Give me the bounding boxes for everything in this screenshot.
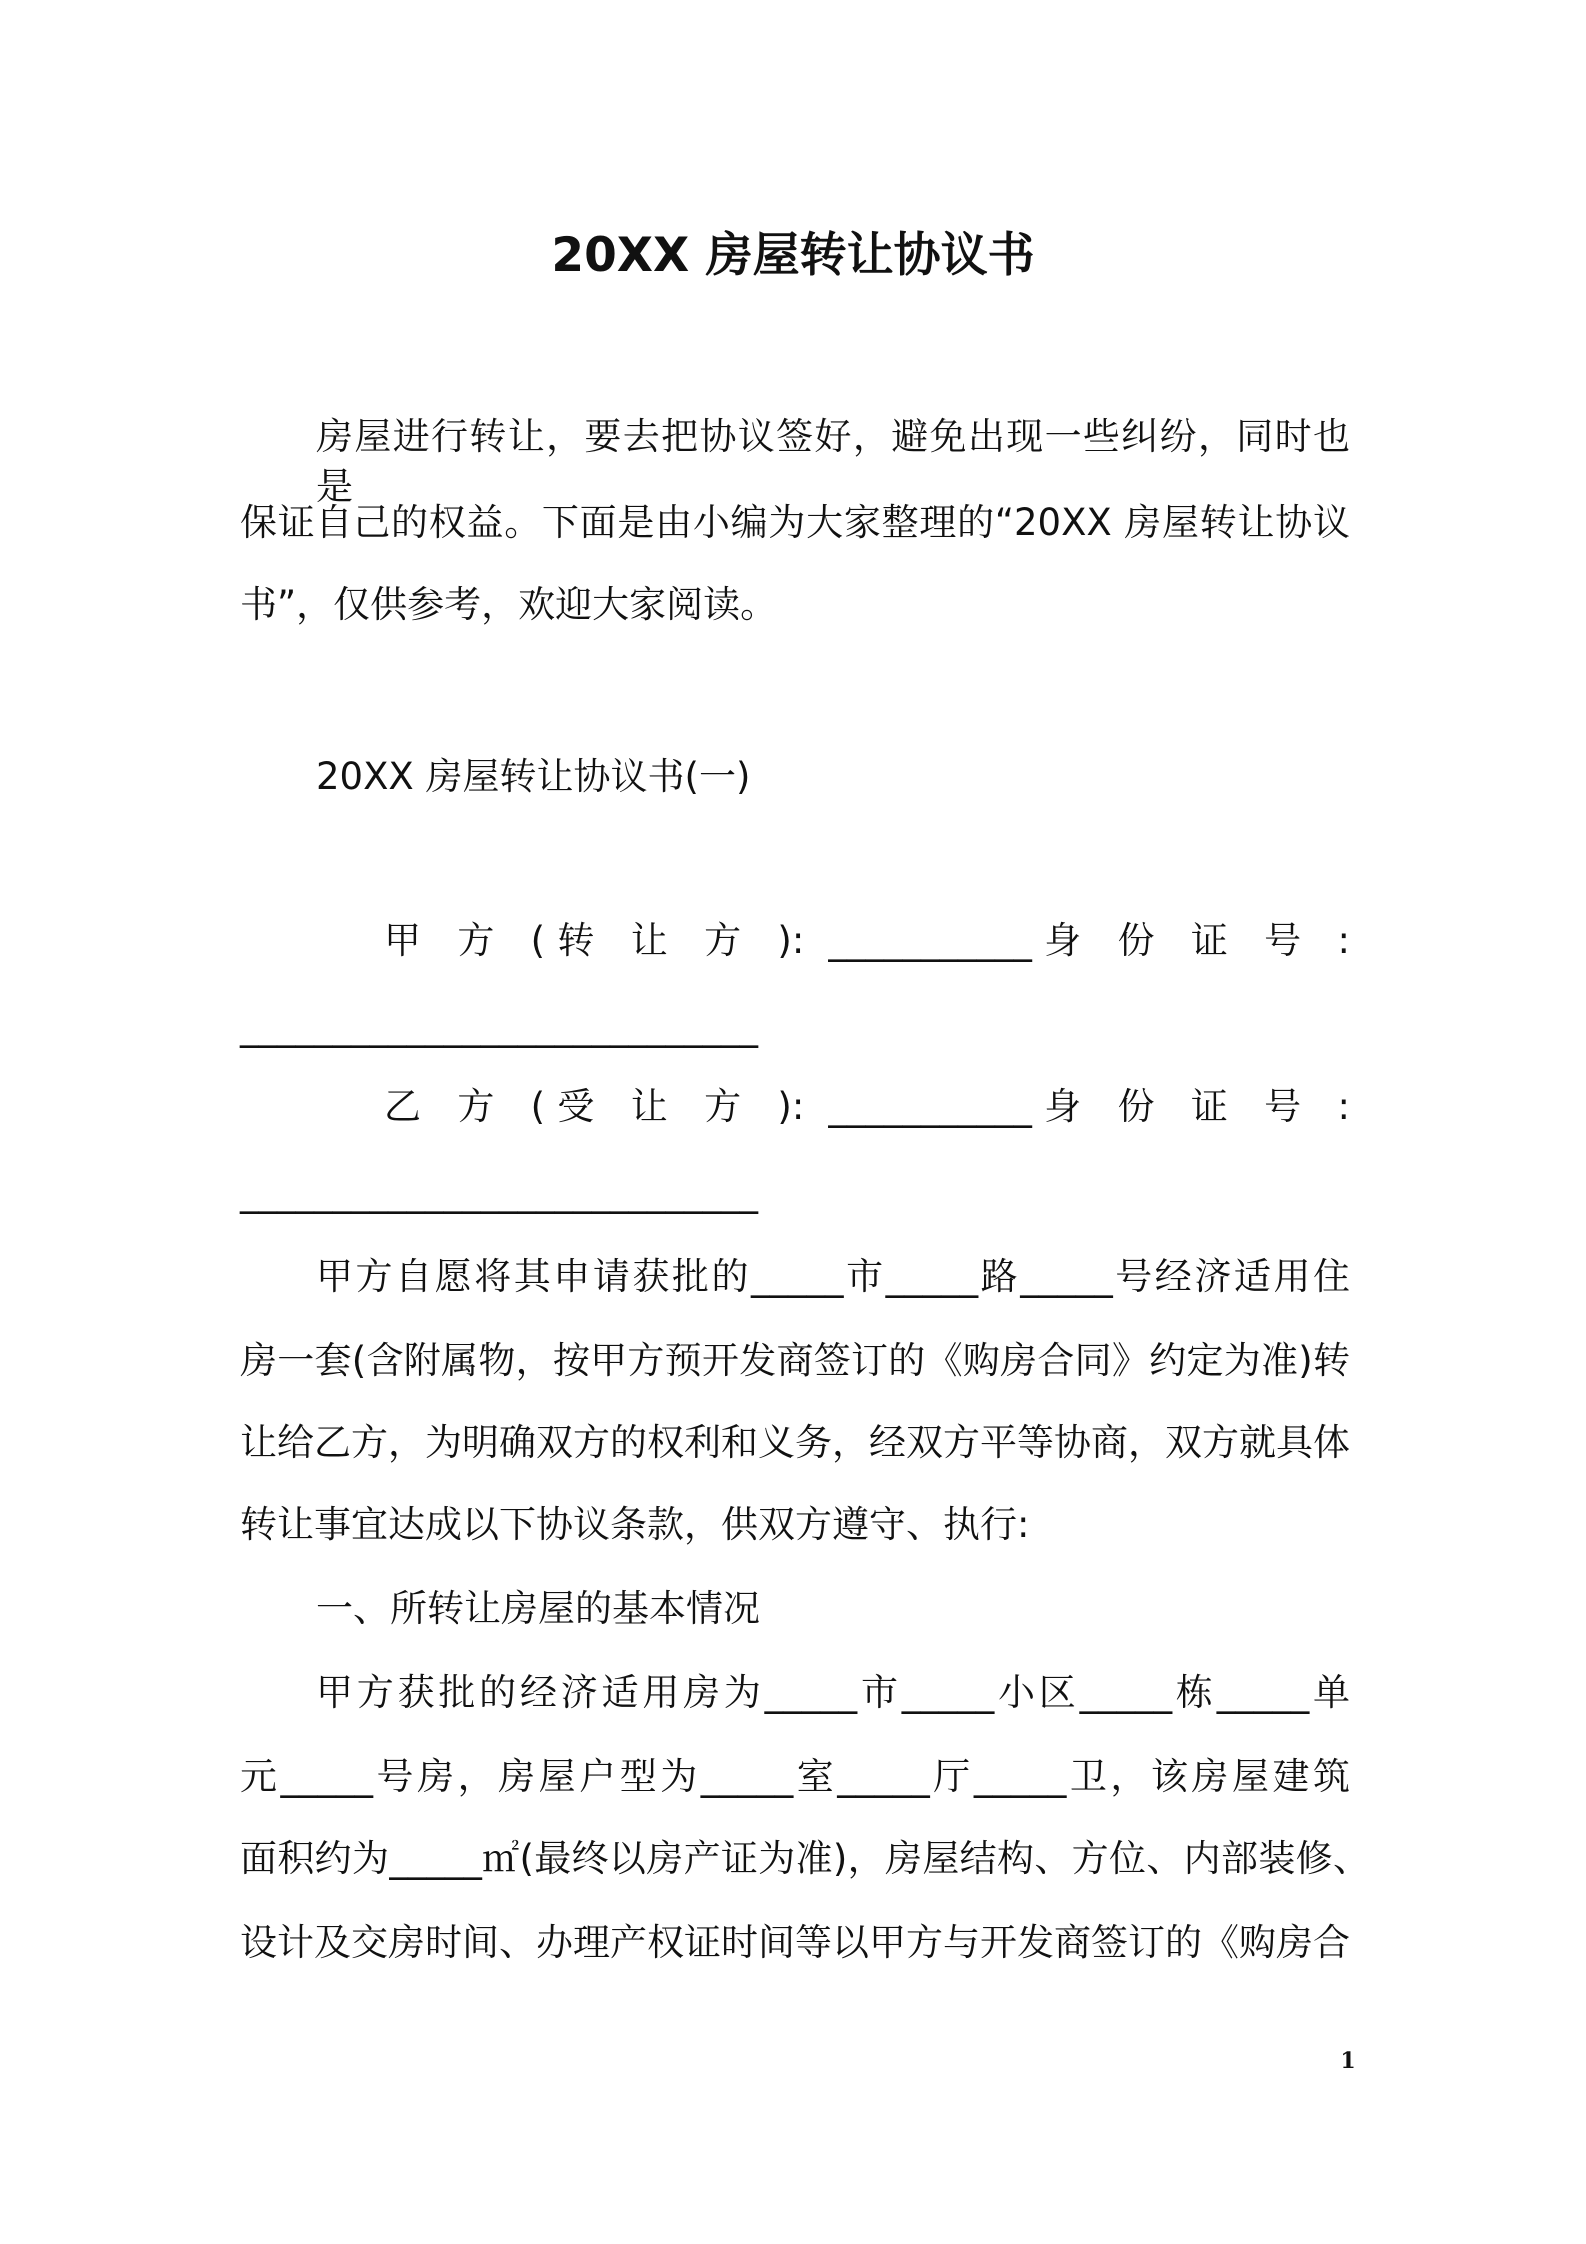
body-line-2: 房一套(含附属物，按甲方预开发商签订的《购房合同》约定为准)转 [240, 1339, 1350, 1382]
clause-line-3: 面积约为_____㎡(最终以房产证为准)，房屋结构、方位、内部装修、 [240, 1837, 1370, 1880]
party-a-line: 甲 方 (转 让 方 ): ___________身 份 证 号 : [384, 919, 1350, 962]
intro-line-1: 房屋进行转让，要去把协议签好，避免出现一些纠纷，同时也是 [316, 415, 1350, 508]
section-heading: 20XX 房屋转让协议书(一) [316, 755, 751, 798]
clause-heading: 一、所转让房屋的基本情况 [316, 1587, 760, 1630]
clause-line-2: 元_____号房，房屋户型为_____室_____厅_____卫，该房屋建筑 [240, 1755, 1350, 1798]
body-line-1: 甲方自愿将其申请获批的_____市_____路_____号经济适用住 [316, 1255, 1350, 1298]
party-b-id-blank: ____________________________ [240, 1171, 758, 1214]
body-line-3: 让给乙方，为明确双方的权利和义务，经双方平等协商，双方就具体 [240, 1421, 1350, 1464]
page-number: 1 [1340, 2048, 1356, 2074]
document-title: 20XX 房屋转让协议书 [551, 228, 1035, 283]
clause-line-1: 甲方获批的经济适用房为_____市_____小区_____栋_____单 [316, 1671, 1350, 1714]
intro-line-2: 保证自己的权益。下面是由小编为大家整理的“20XX 房屋转让协议 [240, 501, 1350, 544]
party-a-id-blank: ____________________________ [240, 1005, 758, 1048]
intro-line-3: 书”，仅供参考，欢迎大家阅读。 [240, 583, 778, 626]
party-b-line: 乙 方 (受 让 方 ): ___________身 份 证 号 : [384, 1085, 1350, 1128]
clause-line-4: 设计及交房时间、办理产权证时间等以甲方与开发商签订的《购房合 [240, 1921, 1350, 1964]
body-line-4: 转让事宜达成以下协议条款，供双方遵守、执行: [240, 1503, 1030, 1546]
